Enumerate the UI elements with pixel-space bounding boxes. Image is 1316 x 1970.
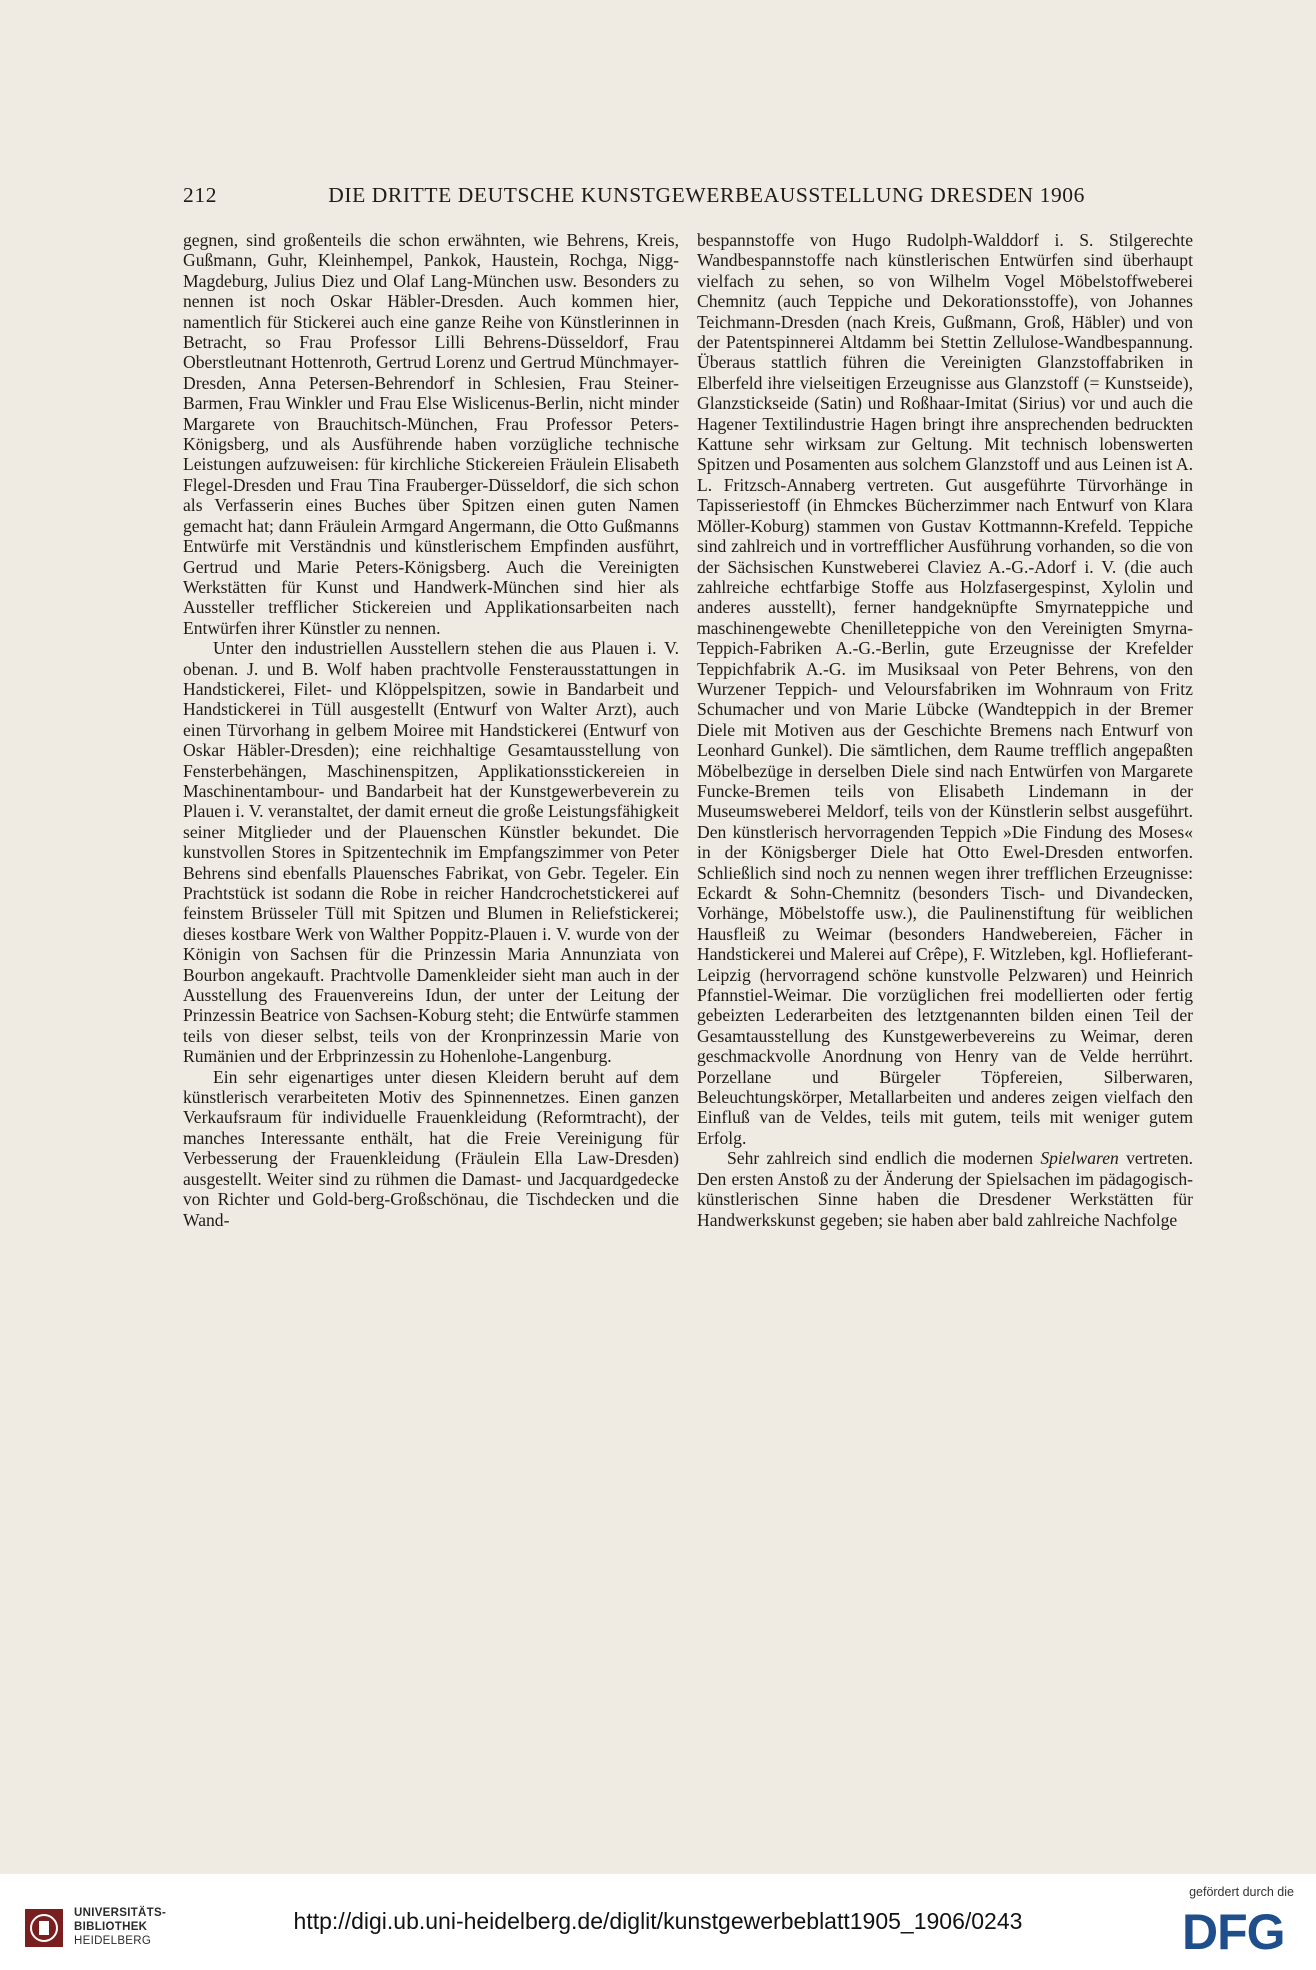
left-column (183, 230, 679, 1230)
right-paragraph-1: bespannstoffe von Hugo Rudolph-Walddorf i. S. Stilgerechte Wandbespannstoffe nach künstlerischen Entwürfen sind überhaupt vielfach zu sehen, so von Wilhelm Vogel Möbelstoffweberei Chemnitz (auch Teppiche und Dekorationsstoffe), von Johannes Teichmann-Dresden (nach Kreis, Gußmann, Groß, Häbler) und von der Patentspinnerei Altdamm bei Stettin Zellulose-Wandbespannung. Überaus stattlich führen die Vereinigten Glanzstoffabriken in Elberfeld ihre vielseitigen Erzeugnisse aus Glanzstoff (= Kunstseide), Glanzstickseide (Satin) und Roßhaar-Imitat (Sirius) vor und auch die Hagener Textilindustrie Hagen bringt ihre ansprechenden bedruckten Kattune sehr wirksam zur Geltung. Mit technisch lobenswerten Spitzen und Posamenten aus solchem Glanzstoff und aus Leinen ist A. L. Fritzsch-Annaberg vertreten. Gut ausgeführte Türvorhänge in Tapisseriestoff (in Ehmckes Bücherzimmer nach Entwurf von Klara Möller-Koburg) stammen von Gustav Kottmannn-Krefeld. Teppiche sind zahlreich und in vortrefflicher Ausführung vorhanden, so die von der Sächsischen Kunstweberei Claviez A.-G.-Adorf i. V. (die auch zahlreiche echtfarbige Stoffe aus Holzfasergespinst, Xylolin und anderes ausstellt), ferner handgeknüpfte Smyrnateppiche und maschinengewebte Chenilleteppiche von den Vereinigten Smyrna-Teppich-Fabriken A.-G.-Berlin, gute Erzeugnisse der Krefelder Teppichfabrik A.-G. im Musiksaal von Peter Behrens, von den Wurzener Teppich- und Veloursfabriken im Wohnraum von Fritz Schumacher und von Marie Lübcke (Wandteppich in der Bremer Diele mit Motiven aus der Geschichte Bremens nach Entwurf von Leonhard Gunkel). Die sämtlichen, dem Raume trefflich angepaßten Möbelbezüge in derselben Diele sind nach Entwürfen von Margarete Funcke-Bremen teils von Elisabeth Lindemann in der Museumsweberei Meldorf, teils von der Künstlerin selbst ausgeführt. Den künstlerisch hervorragenden Teppich »Die Findung des Moses« in der Königsberger Diele hat Otto Ewel-Dresden entworfen. Schließlich sind noch zu nennen wegen ihrer trefflichen Erzeugnisse: Eckardt & Sohn-Chemnitz (besonders Tisch- und Divandecken, Vorhänge, Möbelstoffe usw.), die Paulinenstiftung für weiblichen Hausfleiß zu Weimar (besonders Handwebereien, Fächer in Handstickerei und Malerei auf Crêpe), F. Witzleben, kgl. Hoflieferant-Leipzig (hervorragend schöne kunstvolle Pelzwaren) und Heinrich Pfannstiel-Weimar. Die vorzüglichen frei modellierten oder fertig gebeizten Lederarbeiten des letztgenannten bilden einen Teil der Gesamtausstellung des Kunstgewerbevereins zu Weimar, deren geschmackvolle Anordnung von Henry van de Velde herrührt. Porzellane und Bürgeler Töpfereien, Silberwaren, Beleuchtungskörper, Metallarbeiten und anderes zeigen vielfach den Einfluß van de Veldes, teils mit gutem, teils mit weniger gutem Erfolg. (697, 230, 1193, 1148)
library-line-1: UNIVERSITÄTS- (74, 1907, 167, 1919)
page-header (183, 183, 1085, 211)
library-line-3: HEIDELBERG (74, 1935, 152, 1947)
right-column (697, 230, 1193, 1230)
right-paragraph-2-start: Sehr zahlreich sind endlich die modernen (727, 1148, 1041, 1169)
funding-caption: gefördert durch die (1189, 1885, 1294, 1899)
left-paragraph-1: gegnen, sind großenteils die schon erwähnten, wie Behrens, Kreis, Gußmann, Guhr, Kleinhempel, Pankok, Haustein, Rochga, Nigg-Magdeburg, Julius Diez und Olaf Lang-München usw. Besonders zu nennen ist noch Oskar Häbler-Dresden. Auch kommen hier, namentlich für Stickerei auch eine ganze Reihe von Künstlerinnen in Betracht, so Frau Professor Lilli Behrens-Düsseldorf, Frau Oberstleutnant Hottenroth, Gertrud Lorenz und Gertrud Münchmayer-Dresden, Anna Petersen-Behrendorf in Schlesien, Frau Steiner-Barmen, Frau Winkler und Frau Else Wislicenus-Berlin, nicht minder Margarete von Brauchitsch-München, Frau Professor Peters-Königsberg, und als Ausführende haben vorzügliche technische Leistungen aufzuweisen: für kirchliche Stickereien Fräulein Elisabeth Flegel-Dresden und Frau Tina Frauberger-Düsseldorf, die sich schon als Verfasserin eines Buches über Spitzen einen guten Namen gemacht hat; dann Fräulein Armgard Angermann, die Otto Gußmanns Entwürfe mit Verständnis und künstlerischem Empfinden ausführt, Gertrud und Marie Peters-Königsberg. Auch die Vereinigten Werkstätten für Kunst und Handwerk-München sind hier als Aussteller trefflicher Stickereien und Applikationsarbeiten nach Entwürfen ihrer Künstler zu nennen. (183, 230, 679, 638)
library-line-2: BIBLIOTHEK (74, 1921, 148, 1933)
running-title: DIE DRITTE DEUTSCHE KUNSTGEWERBEAUSSTELLUNG DRESDEN 1906 (328, 183, 1085, 207)
left-paragraph-3: Ein sehr eigenartiges unter diesen Kleidern beruht auf dem künstlerisch verarbeiteten Motiv des Spinnennetzes. Einen ganzen Verkaufsraum für individuelle Frauenkleidung (Reformtracht), der manches Interessante enthält, hat die Freie Vereinigung für Verbesserung der Frauenkleidung (Fräulein Ella Law-Dresden) ausgestellt. Weiter sind zu rühmen die Damast- und Jacquardgedecke von Richter und Gold-berg-Großschönau, die Tischdecken und die Wand- (183, 1066, 679, 1230)
right-paragraph-2 (697, 1148, 1193, 1230)
spielwaren-emphasis: Spielwaren (1040, 1148, 1119, 1169)
dfg-logo-icon (1180, 1905, 1298, 1957)
right-paragraph-2-rest: vertreten. Den ersten Anstoß zu der Änderung der Spielsachen im pädagogisch-künstlerischen Sinne haben die Dresdener Werkstätten für Handwerkskunst gegeben; sie haben aber bald zahlreiche Nachfolge (697, 1148, 1194, 1230)
dfg-logo-text: DFG (1182, 1905, 1285, 1957)
page-number: 212 (183, 183, 218, 207)
permalink-url[interactable]: http://digi.ub.uni-heidelberg.de/diglit/kunstgewerbeblatt1905_1906/0243 (293, 1908, 1023, 1934)
left-paragraph-2: Unter den industriellen Ausstellern stehen die aus Plauen i. V. obenan. J. und B. Wolf haben prachtvolle Fensterausstattungen in Handstickerei, Filet- und Klöppelspitzen, sowie in Bandarbeit und Handstickerei in Tüll ausgestellt (Entwurf von Walter Arzt), auch einen Türvorhang in gelbem Moiree mit Handstickerei (Entwurf von Oskar Häbler-Dresden); eine reichhaltige Gesamtausstellung von Fensterbehängen, Maschinenspitzen, Applikationsstickereien in Maschinentambour- und Bandarbeit hat der Kunstgewerbeverein zu Plauen i. V. veranstaltet, der damit erneut die große Leistungsfähigkeit seiner Mitglieder und der Plauenschen Künstler bekundet. Die kunstvollen Stores in Spitzentechnik im Empfangszimmer von Peter Behrens sind ebenfalls Plauensches Fabrikat, von Gebr. Tegeler. Ein Prachtstück ist sodann die Robe in reicher Handcrochetstickerei auf feinstem Brüsseler Tüll mit Spitzen und Blumen in Reliefstickerei; dieses kostbare Werk von Walther Poppitz-Plauen i. V. wurde von der Königin von Sachsen für die Prinzessin Maria Annunziata von Bourbon angekauft. Prachtvolle Damenkleider sieht man auch in der Ausstellung des Frauenvereins Idun, der unter der Leitung der Prinzessin Beatrice von Sachsen-Koburg steht; die Entwürfe stammen teils von dieser selbst, teils von der Kronprinzessin Marie von Rumänien und der Erbprinzessin zu Hohenlohe-Langenburg. (183, 638, 679, 1067)
